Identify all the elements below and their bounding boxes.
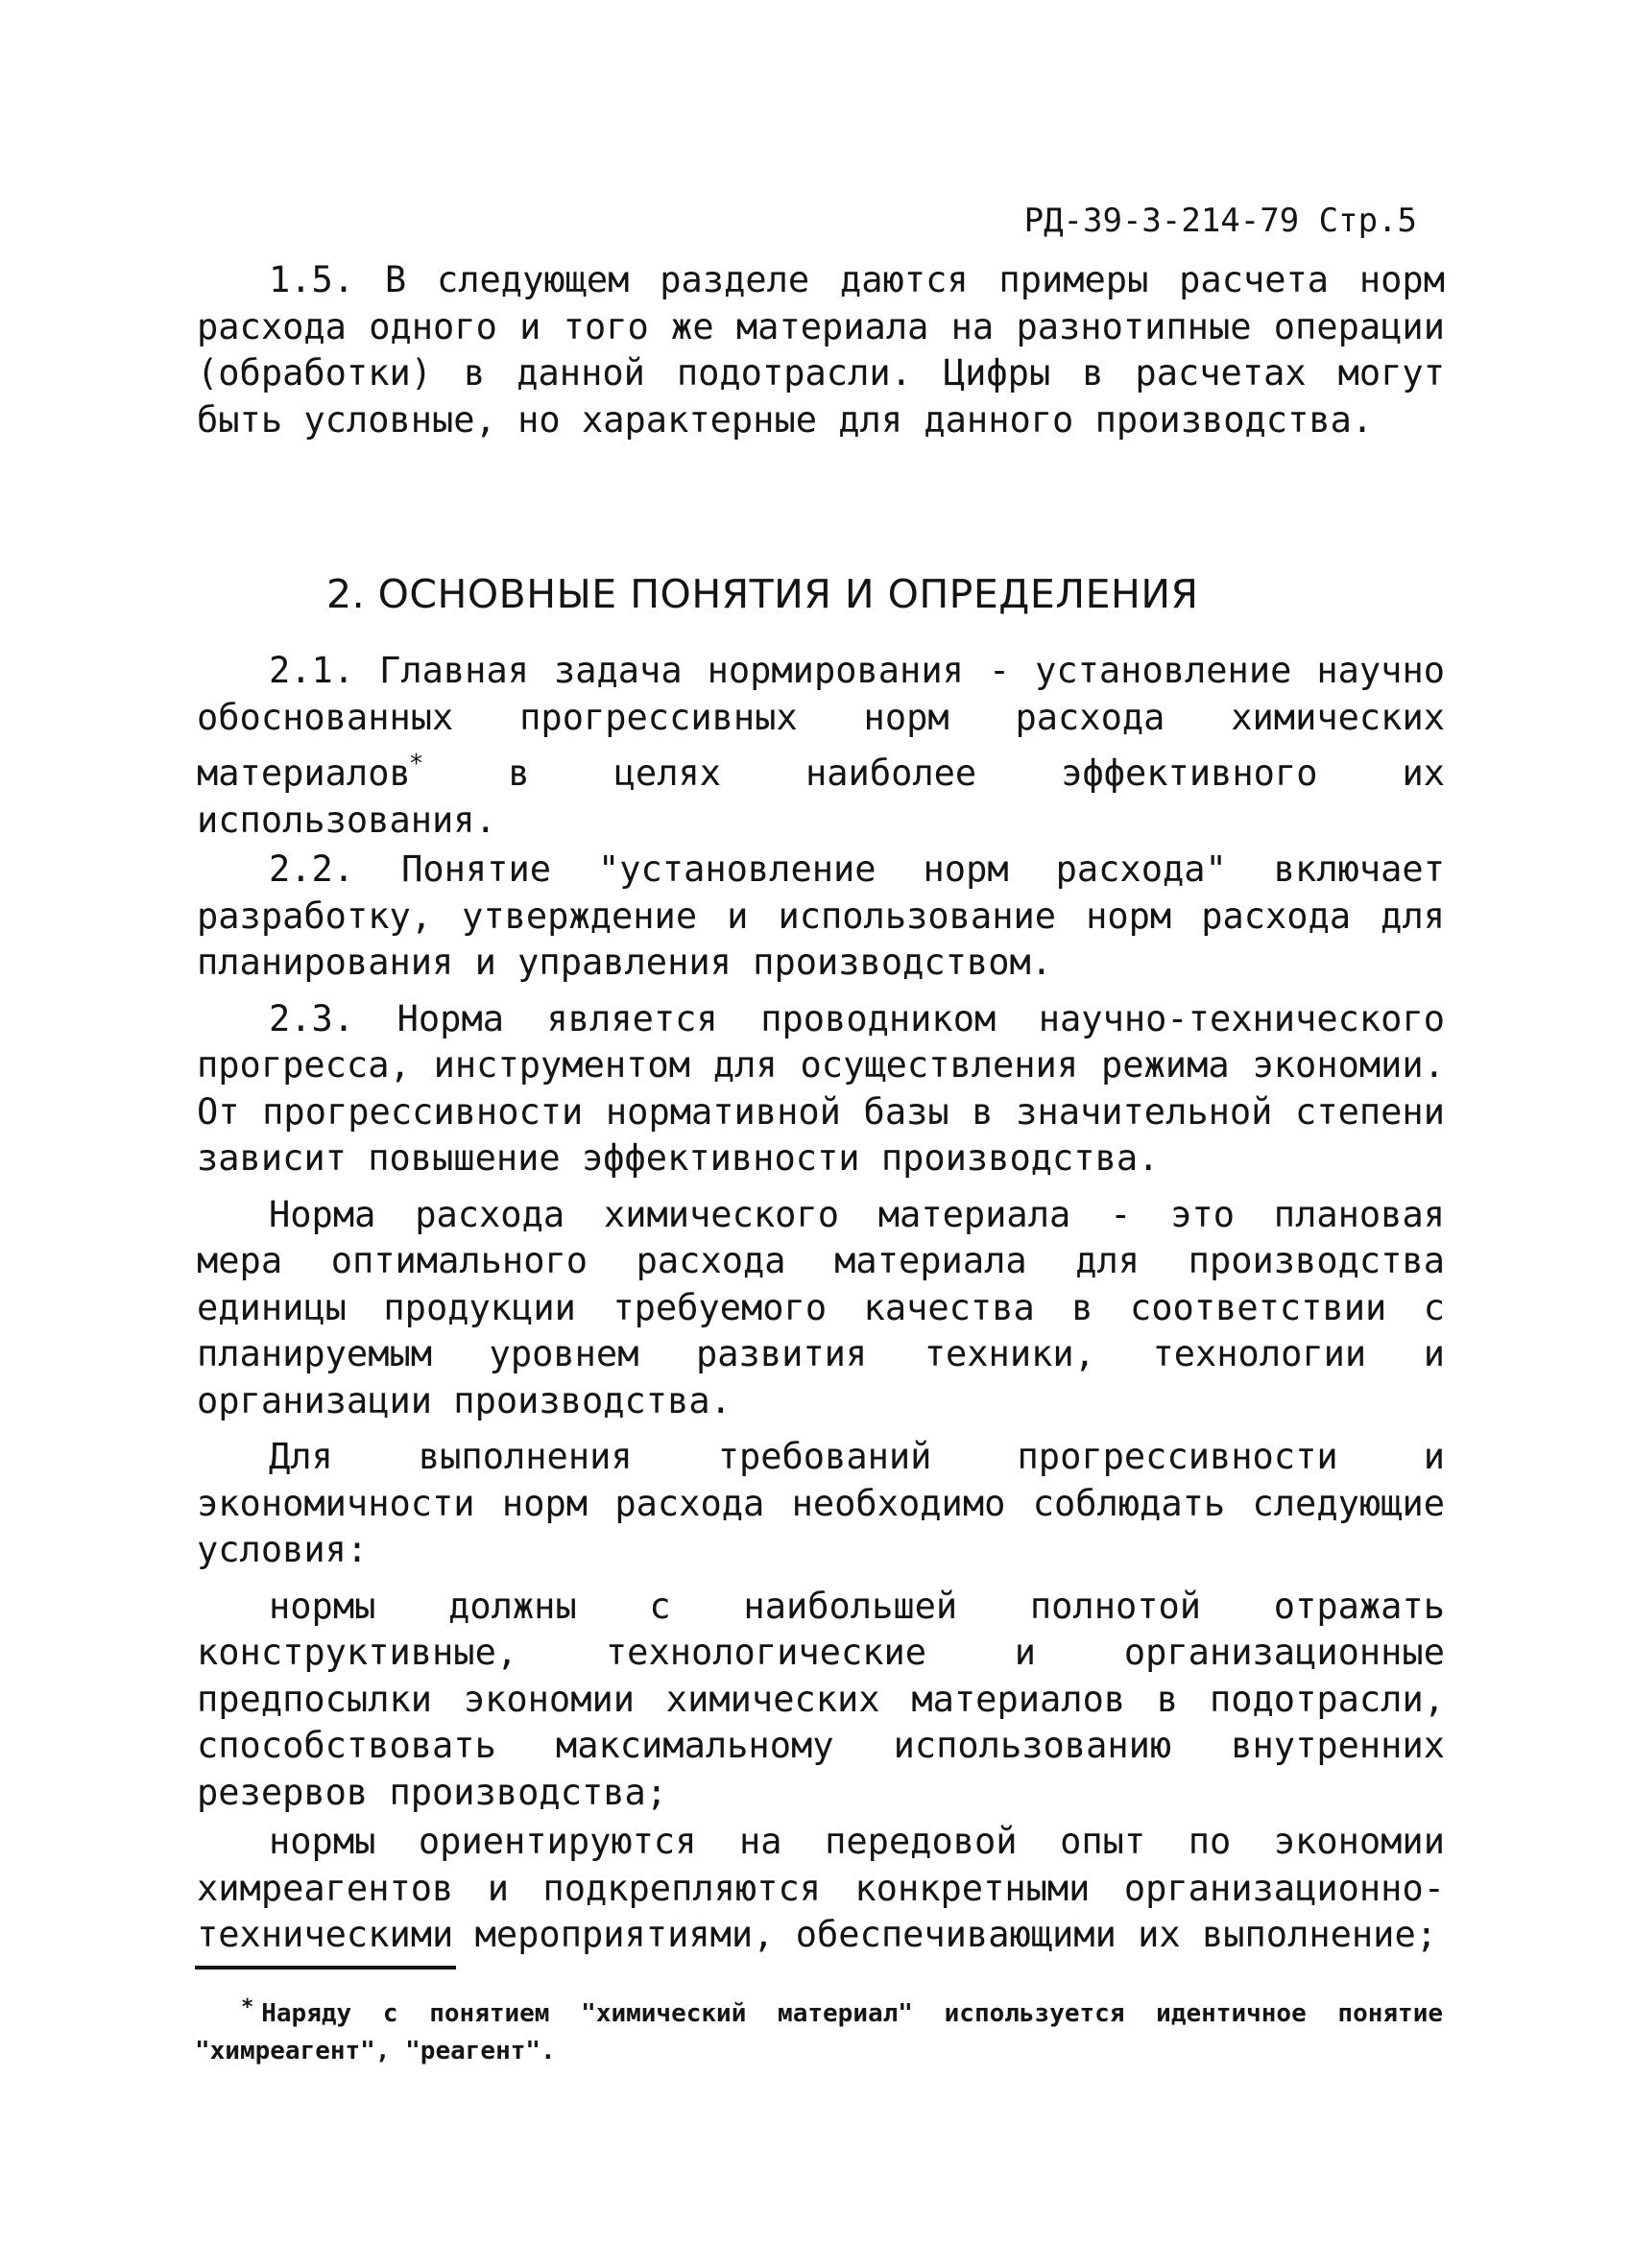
footnote-reference-mark: *	[408, 750, 424, 778]
footnote-mark: *	[241, 1995, 254, 2019]
paragraph-2-1-text-end: в целях наиболее эффективного их использования.	[197, 752, 1445, 841]
paragraph-condition-2: нормы ориентируются на передовой опыт по экономии химреагентов и подкрепляются конкретными организационно-техническими мероприятиями, обеспечивающими их выполнение;	[197, 1821, 1445, 1955]
paragraph-norm-definition: Норма расхода химического материала - это плановая мера оптимального расхода материала для производства единицы продукции требуемого качества в соответствии с планируемым уровнем развития техники, технологии и организации производства.	[197, 1193, 1445, 1421]
footnote-divider	[195, 1966, 456, 1970]
paragraph-condition-1: нормы должны с наибольшей полнотой отражать конструктивные, технологические и организационные предпосылки экономии химических материалов в подотрасли, способствовать максимальному использованию внутренних резервов производства;	[197, 1585, 1445, 1813]
paragraph-2-1-text: 2.1. Главная задача нормирования - установление научно обоснованных прогрессивных норм расхода химических материалов	[197, 650, 1445, 794]
paragraph-2-1	[197, 648, 1445, 844]
document-header: РД-39-3-214-79 Стр.5	[1023, 202, 1417, 240]
intro-section	[197, 257, 1445, 443]
paragraph-2-3: 2.3. Норма является проводником научно-технического прогресса, инструментом для осуществления режима экономии. От прогрессивности нормативной базы в значительной степени зависит повышение эффективности производства.	[197, 997, 1445, 1179]
paragraph-conditions-intro: Для выполнения требований прогрессивности и экономичности норм расхода необходимо соблюдать следующие условия:	[197, 1436, 1445, 1570]
definitions-section	[197, 648, 1445, 1959]
footnote	[195, 1989, 1443, 2070]
section-title: 2. ОСНОВНЫЕ ПОНЯТИЯ И ОПРЕДЕЛЕНИЯ	[326, 571, 1199, 617]
paragraph-2-2: 2.2. Понятие "установление норм расхода" включает разработку, утверждение и использование норм расхода для планирования и управления производством.	[197, 848, 1445, 983]
paragraph-1-5: 1.5. В следующем разделе даются примеры расчета норм расхода одного и того же материала на разнотипные операции (обработки) в данной подотрасли. Цифры в расчетах могут быть условные, но характерные для данного производства.	[197, 259, 1445, 441]
footnote-body: Наряду с понятием "химический материал" используется идентичное понятие "химреагент", "реагент".	[195, 1999, 1443, 2065]
footnote-text	[195, 1989, 1443, 2070]
